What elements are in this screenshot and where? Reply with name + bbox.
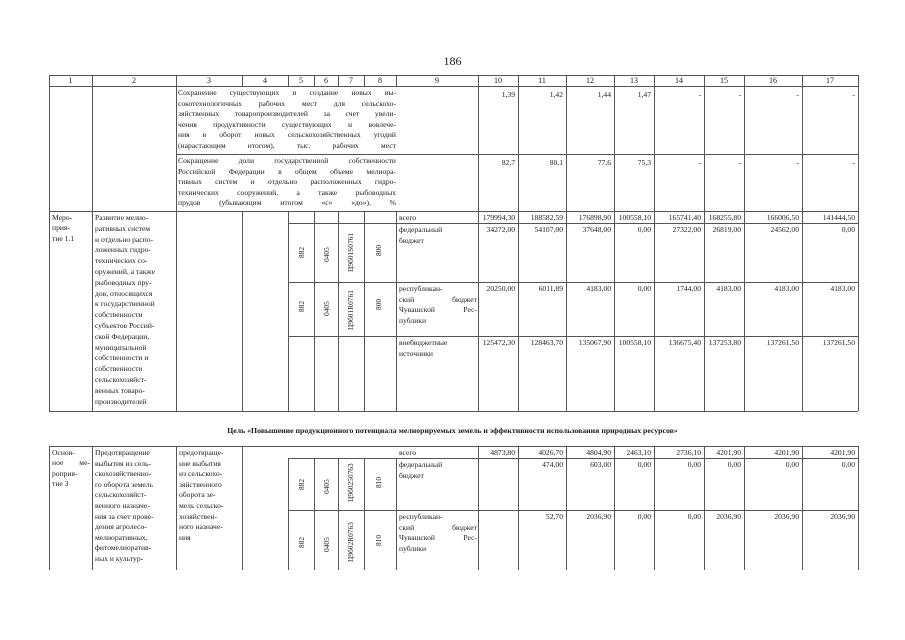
measure-description: сельскохозяйст- [95,375,147,384]
value-cell: 0,00 [785,460,799,469]
funding-source: всего [399,448,417,457]
header-cell: 5 [299,76,303,85]
header-cell: 6 [324,76,328,85]
header-cell: 1 [68,76,73,85]
value-cell: 0,00 [637,460,651,469]
header-cell: 2 [132,76,136,85]
value-cell: 2463,10 [626,448,651,457]
value-cell: - [796,90,799,99]
event-target: оборота зе- [179,490,216,500]
header-cell: 17 [826,76,834,85]
measure-description: ложенных гидро- [95,245,152,255]
value-cell: 4201,90 [716,448,741,457]
expense-type-code: 800 [374,298,383,310]
row-divider [396,336,858,337]
column-line [176,75,177,411]
value-cell: 2036,90 [774,512,799,521]
event-target: ние выбытия [179,458,221,468]
value-cell: 1,47 [637,90,651,99]
row-divider [288,458,858,459]
indicator-text: ния в оборот новых сельскохозяйственных угодий [178,130,396,140]
event-description: дения агролесо- [95,522,147,532]
value-cell: 4026,70 [538,448,563,457]
funding-source: публики [399,315,427,325]
column-line [288,458,289,570]
event-label: роприя- [52,468,78,478]
value-cell: 20250,00 [486,284,515,293]
value-cell: 4183,00 [774,284,799,293]
column-line [858,75,859,411]
value-cell: 603,00 [590,460,611,469]
value-cell: 37648,00 [582,225,611,234]
value-cell: 80,1 [549,158,563,167]
indicator-text: технических сооружений, а также рыбоводных [178,187,396,197]
target-article-code: Ц9б01R0761 [346,290,355,330]
header-cell: 16 [769,76,777,85]
indicator-text: зяйственных товаропроизводителей за счет увели- [178,109,396,119]
event-description: венного назначе- [95,501,150,510]
value-cell: 2036,90 [586,512,611,521]
row-divider [288,223,858,224]
funding-source: внебюджетные [399,338,448,347]
expense-type-code: 810 [374,476,383,488]
column-line [704,75,705,411]
target-article-code: Ц9б01S0761 [346,232,355,272]
measure-description: собственности [95,310,143,320]
funding-source: федеральный [399,225,443,234]
budget-code: 882 [297,478,306,490]
value-cell: 4201,90 [830,448,855,457]
measure-label: прия- [52,223,70,233]
value-cell: 141444,50 [822,213,855,222]
column-line [92,75,93,411]
section-code: 0405 [322,301,331,316]
indicator-text: Российской Федерации в общем объеме мелиора- [178,166,396,176]
event-description: выбытия из сель- [95,458,152,468]
header-cell: 14 [675,76,683,85]
funding-source: всего [399,213,417,222]
target-article-code: Ц9б0250763 [346,463,355,502]
header-cell: 13 [630,76,638,85]
event-target: ного назначе- [179,522,223,532]
funding-source: Чувашской Рес- [399,533,477,542]
column-line [802,75,803,411]
column-line [242,446,243,570]
value-cell: 1,42 [549,90,563,99]
event-label: ное ме- [52,458,90,468]
event-description: мелиоративных, [95,532,148,542]
measure-description: ративных систем [95,223,151,233]
header-cell: 10 [494,76,502,85]
section-code: 0405 [322,537,331,552]
value-cell: 0,00 [637,284,651,293]
event-description: го оборота земель [95,479,154,489]
value-cell: 4183,00 [586,284,611,293]
value-cell: - [738,158,741,167]
value-cell: 77,6 [597,158,611,167]
value-cell: 2736,10 [676,448,701,457]
funding-source: ский бюджет [399,522,477,532]
measure-description: рыбоводных пру- [95,277,152,287]
header-cell: 11 [538,76,546,85]
value-cell: 0,00 [841,225,855,234]
value-cell: 135067,90 [578,338,611,347]
value-cell: 4804,90 [586,448,611,457]
value-cell: 0,00 [687,512,701,521]
measure-description: производителей [95,396,147,406]
value-cell: 0,00 [637,225,651,234]
column-line [314,211,315,411]
event-target: предотвраще- [179,448,224,457]
column-line [49,75,50,411]
funding-source: источники [399,348,433,358]
value-cell: 128463,70 [530,338,563,347]
event-description: Предотвращение [95,448,150,457]
value-cell: 1,39 [501,90,515,99]
expense-type-code: 810 [374,534,383,546]
indicator-text: сокотехнологичных рабочих мест для сельскохо- [178,98,396,108]
header-cell: 4 [263,76,267,85]
indicator-text: Сокращение доли государственной собственности [178,156,396,165]
header-cell: 12 [586,76,594,85]
event-label: тие 3 [52,478,69,488]
funding-source: федеральный [399,460,443,469]
section-top-line [49,446,858,447]
value-cell: - [852,90,855,99]
value-cell: 0,00 [841,460,855,469]
column-line [858,446,859,570]
value-cell: 179994,30 [482,213,515,222]
funding-source: бюджет [399,235,424,245]
measure-description: венных товаро- [95,385,145,395]
indicator-text: (нарастающим итогом), тыс. рабочих мест [178,141,396,150]
indicator-text: Сохранение существующих и создание новых вы- [178,88,396,97]
column-line [478,75,479,411]
indicator-text: прудов (убывающим итогом «с» «до»), % [178,198,396,208]
measure-description: ской Федерации, [95,331,150,341]
column-line [242,211,243,411]
header-cell: 9 [435,76,439,85]
row-divider [288,510,858,511]
measure-description: муниципальной [95,342,147,352]
measure-description: субъектов Россий- [95,321,155,330]
value-cell: 176898,90 [578,213,611,222]
value-cell: 1744,00 [676,284,701,293]
event-description: скохозяйственно- [95,469,152,479]
indicator-text: тивных систем и отдельно расположенных гидро- [178,177,396,187]
value-cell: 165741,40 [668,213,701,222]
event-description: ния за счет прове- [95,511,154,521]
value-cell: 137261,50 [766,338,799,347]
event-target: мель сельско- [179,501,224,510]
value-cell: - [698,90,701,99]
column-line [396,458,397,570]
measure-description: дов, относящихся [95,288,153,298]
column-line [288,211,289,411]
measure-description: и отдельно распо- [95,234,154,244]
event-description: ных и культур- [95,554,144,563]
value-cell: 1,44 [597,90,611,99]
column-line [654,75,655,411]
section-code: 0405 [322,479,331,494]
header-bottom-line [49,86,858,87]
column-line [49,446,50,570]
column-line [396,211,397,411]
measure-description: к государственной [95,299,155,309]
value-cell: 54107,00 [534,225,563,234]
measure-description: собственности [95,364,143,374]
column-line [176,446,177,570]
funding-source: Чувашской Рес- [399,305,477,314]
header-cell: 3 [207,76,211,85]
event-description: фитомелиоратив- [95,543,152,553]
section-bottom-line [49,411,858,412]
funding-source: публики [399,543,427,553]
measure-description: Развитие мелио- [95,213,149,222]
event-description: сельскохозяйст- [95,490,147,500]
value-cell: 4183,00 [830,284,855,293]
value-cell: 166006,50 [766,213,799,222]
event-target: ния [179,532,191,542]
column-line [614,75,615,411]
column-line [364,458,365,570]
event-label: Основ- [52,448,75,457]
funding-source: республикан- [399,284,443,293]
value-cell: - [698,158,701,167]
value-cell: - [738,90,741,99]
value-cell: 100558,10 [618,213,651,222]
column-line [92,446,93,570]
column-line [364,211,365,411]
event-target: зяйственного [179,479,222,489]
value-cell: 137253,80 [708,338,741,347]
funding-source: бюджет [399,470,424,480]
value-cell: 6011,89 [538,284,563,293]
header-cell: 15 [720,76,728,85]
row-divider [176,154,858,155]
value-cell: 2036,90 [830,512,855,521]
value-cell: 24562,00 [770,225,799,234]
value-cell: 137261,50 [822,338,855,347]
value-cell: 34272,00 [486,225,515,234]
value-cell: 168255,80 [708,213,741,222]
column-line [744,75,745,411]
measure-description: оружений, а также [95,267,155,276]
value-cell: 82,7 [501,158,515,167]
value-cell: 136675,40 [668,338,701,347]
value-cell: - [852,158,855,167]
row-divider [288,336,396,337]
column-line [566,75,567,411]
value-cell: 26819,00 [712,225,741,234]
value-cell: 100558,10 [618,338,651,347]
measure-description: технических со- [95,256,148,266]
column-line [478,446,479,570]
value-cell: 4873,80 [490,448,515,457]
value-cell: 0,00 [637,512,651,521]
column-line [338,458,339,570]
measure-description: собственности и [95,353,149,363]
value-cell: 27322,00 [672,225,701,234]
value-cell: 2036,90 [716,512,741,521]
value-cell: 0,00 [687,460,701,469]
value-cell: 4183,00 [716,284,741,293]
funding-source: ский бюджет [399,294,477,304]
row-divider [288,282,858,283]
column-line [518,75,519,411]
header-cell: 8 [378,76,382,85]
value-cell: 0,00 [727,460,741,469]
expense-type-code: 800 [374,244,383,256]
value-cell: 75,3 [637,158,651,167]
value-cell: 188582,59 [530,213,563,222]
event-target: хозяйствен- [179,511,218,521]
indicator-text: чения продуктивности существующих и вовлече- [178,119,396,129]
header-cell: 7 [349,76,353,85]
column-line [338,211,339,411]
page-number: 186 [443,54,462,68]
value-cell: - [796,158,799,167]
row-divider [49,211,858,212]
value-cell: 4201,90 [774,448,799,457]
event-target: из сельскохо- [179,469,223,479]
section-code: 0405 [322,247,331,262]
budget-code: 882 [297,536,306,548]
budget-code: 882 [297,246,306,258]
value-cell: 125472,30 [482,338,515,347]
measure-label: Меро- [52,213,73,222]
value-cell: 52,70 [545,512,563,521]
column-line [314,458,315,570]
measure-label: тие 1.1 [52,233,75,243]
funding-source: республикан- [399,512,443,521]
target-article-code: Ц9б02R0763 [346,522,355,562]
budget-code: 882 [297,300,306,312]
value-cell: 474,00 [542,460,563,469]
goal-heading: Цель «Повышение продукционного потенциала мелиорируемых земель и эффективности использования природных ресурсов» [227,426,678,435]
